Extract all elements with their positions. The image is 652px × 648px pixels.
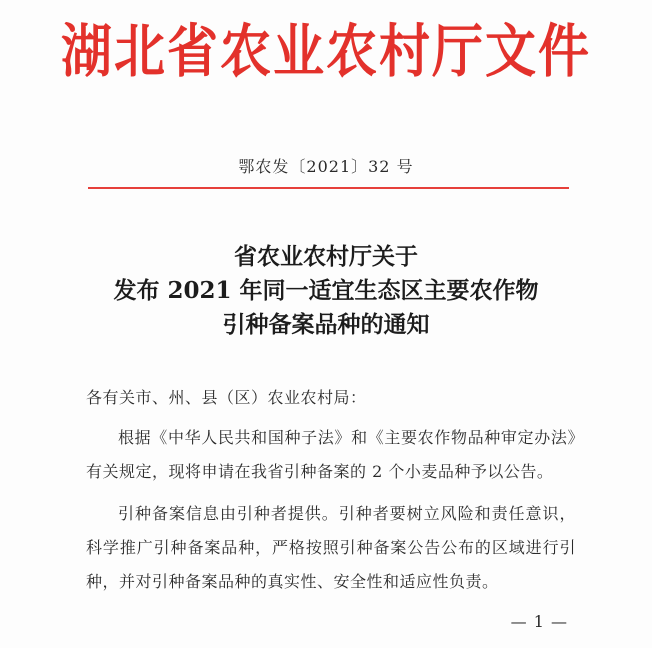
document-number: 鄂农发〔2021〕32 号	[238, 157, 414, 176]
notice-title-line-1: 省农业农村厅关于	[234, 243, 418, 270]
body-text	[86, 381, 576, 599]
page-number: — 1 —	[510, 612, 568, 631]
body-paragraph-2: 引种备案信息由引种者提供。引种者要树立风险和责任意识，科学推广引种备案品种，严格按照引种备案公告公布的区域进行引种，并对引种备案品种的真实性、安全性和适应性负责。	[86, 504, 576, 591]
notice-title	[0, 240, 652, 342]
body-paragraph-1: 根据《中华人民共和国种子法》和《主要农作物品种审定办法》有关规定，现将申请在我省引种备案的 2 个小麦品种予以公告。	[86, 428, 576, 481]
notice-title-line-3: 引种备案品种的通知	[222, 311, 430, 338]
addressee: 各有关市、州、县（区）农业农村局：	[86, 388, 367, 407]
document-header-title: 湖北省农业农村厅文件	[60, 19, 591, 86]
notice-title-line-2: 发布 2021 年同一适宜生态区主要农作物	[113, 277, 539, 304]
red-divider-line	[88, 187, 569, 189]
